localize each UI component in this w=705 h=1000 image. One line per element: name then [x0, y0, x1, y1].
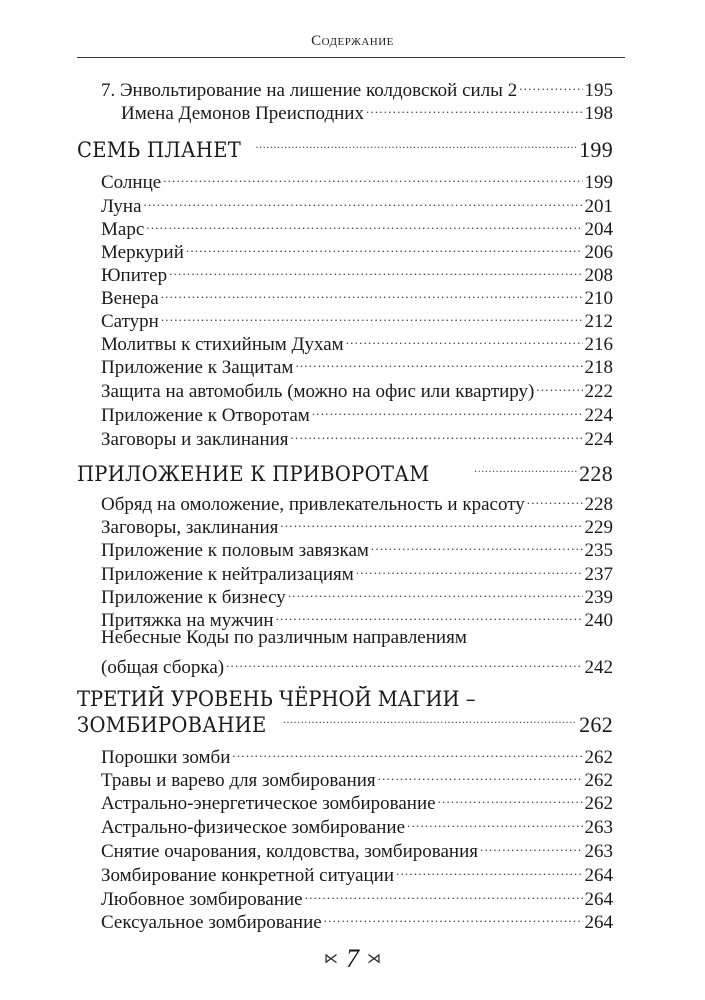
toc-entry-page: 262: [584, 747, 613, 768]
page-folio: [0, 944, 705, 974]
toc-entry-label: Травы и варево для зомбирования: [101, 770, 376, 791]
dot-leader: [291, 423, 583, 445]
toc-entry-label: Приложение к бизнесу: [101, 587, 286, 608]
toc-entry-page: 263: [584, 817, 613, 838]
toc-entry-page: 208: [584, 265, 613, 286]
toc-entry[interactable]: [101, 906, 613, 933]
section-page: 228: [579, 461, 613, 486]
toc-section-heading-line1[interactable]: [77, 686, 613, 712]
toc-entry[interactable]: [101, 282, 613, 309]
toc-entry[interactable]: [101, 328, 613, 355]
toc-entry[interactable]: [101, 74, 613, 101]
dot-leader: [536, 375, 582, 397]
section-page: 262: [579, 712, 613, 737]
toc-entry-label: Заговоры и заклинания: [101, 429, 289, 450]
toc-entry[interactable]: [101, 236, 613, 263]
toc-entry[interactable]: [121, 97, 613, 124]
toc-entry[interactable]: [101, 534, 613, 561]
toc-entry[interactable]: [101, 375, 613, 402]
dot-leader: [169, 259, 582, 281]
toc-entry-label: Приложение к нейтрализациям: [101, 564, 354, 585]
section-title: ЗОМБИРОВАНИЕ: [77, 713, 267, 737]
toc-entry-label: Меркурий: [101, 242, 184, 263]
toc-entry-label: Любовное зомбирование: [101, 889, 303, 910]
left-ornament-icon: ⋉: [324, 951, 338, 967]
toc-entry-label: Приложение к Отворотам: [101, 405, 310, 426]
dot-leader: [324, 906, 583, 928]
toc-entry-page: 224: [584, 405, 613, 426]
dot-leader: [146, 213, 582, 235]
toc-entry-label: Приложение к половым завязкам: [101, 540, 369, 561]
toc-entry-label: Астрально-физическое зомбирование: [101, 817, 405, 838]
dot-leader: [346, 328, 583, 350]
toc-entry-page: 216: [584, 334, 613, 355]
dot-leader: [295, 351, 582, 373]
header-rule: [77, 57, 625, 58]
dot-leader: [276, 604, 583, 626]
page-number: 7: [346, 944, 359, 973]
section-title: ПРИЛОЖЕНИЕ К ПРИВОРОТАМ: [77, 462, 430, 486]
dot-leader: [474, 459, 577, 481]
dot-leader: [163, 166, 582, 188]
toc-entry-label: Астрально-энергетическое зомбирование: [101, 793, 436, 814]
toc-entry-label: Порошки зомби: [101, 747, 231, 768]
toc-entry[interactable]: [101, 190, 613, 217]
toc-entry[interactable]: [101, 764, 613, 791]
toc-entry-page: 229: [584, 517, 613, 538]
section-page: 199: [579, 137, 613, 162]
toc-entry-label: Обряд на омоложение, привлекательность и красоту: [101, 494, 525, 515]
toc-entry-page: 201: [584, 196, 613, 217]
dot-leader: [480, 835, 583, 857]
dot-leader: [255, 135, 577, 157]
toc-entry-label: Венера: [101, 288, 159, 309]
toc-entry-page: 222: [584, 381, 613, 402]
toc-entry[interactable]: [101, 604, 613, 631]
toc-entry[interactable]: [101, 787, 613, 814]
toc-entry-page: 264: [584, 889, 613, 910]
dot-leader: [519, 74, 582, 96]
toc-entry[interactable]: [101, 213, 613, 240]
toc-entry-label: Сексуальное зомбирование: [101, 912, 322, 933]
dot-leader: [366, 97, 583, 119]
toc-entry-page: 237: [584, 564, 613, 585]
toc-entry-label: Снятие очарования, колдовства, зомбирования: [101, 841, 478, 862]
toc-entry-page: 264: [584, 912, 613, 933]
dot-leader: [288, 581, 583, 603]
toc-entry-label: Притяжка на мужчин: [101, 610, 274, 631]
toc-entry[interactable]: [101, 488, 613, 515]
dot-leader: [378, 764, 583, 786]
section-title-line1: ТРЕТИЙ УРОВЕНЬ ЧЁРНОЙ МАГИИ –: [77, 687, 476, 711]
dot-leader: [312, 399, 583, 421]
toc-entry[interactable]: [101, 651, 613, 678]
toc-entry-page: 239: [584, 587, 613, 608]
dot-leader: [161, 305, 583, 327]
toc-section-heading[interactable]: [77, 710, 613, 736]
toc-entry-line1[interactable]: [101, 627, 613, 649]
dot-leader: [438, 787, 583, 809]
toc-entry-label: Защита на автомобиль (можно на офис или квартиру): [101, 381, 535, 402]
toc-entry-page: 262: [584, 770, 613, 791]
toc-entry-page: 206: [584, 242, 613, 263]
toc-entry-page: 228: [584, 494, 613, 515]
toc-entry-page: 262: [584, 793, 613, 814]
toc-entry-label: Марс: [101, 219, 145, 240]
toc-entry[interactable]: [101, 859, 613, 886]
toc-entry-label: Луна: [101, 196, 142, 217]
toc-entry-page: 240: [584, 610, 613, 631]
toc-entry-label: Сатурн: [101, 311, 159, 332]
toc-entry-label: Юпитер: [101, 265, 168, 286]
toc-entry[interactable]: [101, 835, 613, 862]
toc-entry-label: Приложение к Защитам: [101, 357, 294, 378]
toc-entry[interactable]: [101, 423, 613, 450]
toc-entry[interactable]: [101, 558, 613, 585]
toc-entry[interactable]: [101, 399, 613, 426]
toc-entry[interactable]: [101, 166, 613, 193]
toc-entry-page: 199: [584, 172, 613, 193]
toc-entry-page: 264: [584, 865, 613, 886]
dot-leader: [527, 488, 583, 510]
toc-entry-label: Небесные Коды по различным направлениям: [101, 627, 467, 648]
dot-leader: [226, 651, 582, 673]
toc-entry[interactable]: [101, 581, 613, 608]
toc-entry-page: 263: [584, 841, 613, 862]
toc-entry[interactable]: [101, 305, 613, 332]
dot-leader: [305, 883, 583, 905]
dot-leader: [356, 558, 583, 580]
toc-entry-label: (общая сборка): [101, 657, 225, 678]
toc-entry-label: Имена Демонов Преисподних: [121, 103, 364, 124]
dot-leader: [144, 190, 583, 212]
toc-entry-page: 235: [584, 540, 613, 561]
toc-entry-page: 198: [584, 103, 613, 124]
toc-entry-page: 204: [584, 219, 613, 240]
dot-leader: [396, 859, 582, 881]
toc-entry-page: 195: [584, 80, 613, 101]
running-head: Содержание: [311, 33, 394, 49]
toc-section-heading[interactable]: [77, 459, 613, 485]
toc-entry[interactable]: [101, 741, 613, 768]
dot-leader: [186, 236, 583, 258]
toc-entry-label: Заговоры, заклинания: [101, 517, 279, 538]
section-title: СЕМЬ ПЛАНЕТ: [77, 138, 242, 162]
dot-leader: [407, 811, 583, 833]
toc-entry-label: Солнце: [101, 172, 162, 193]
toc-entry-label: 7. Энвольтирование на лишение колдовской силы 2: [101, 80, 518, 101]
dot-leader: [161, 282, 583, 304]
dot-leader: [280, 511, 582, 533]
toc-entry-label: Молитвы к стихийным Духам: [101, 334, 344, 355]
toc-entry[interactable]: [101, 883, 613, 910]
toc-entry-page: 212: [584, 311, 613, 332]
dot-leader: [371, 534, 583, 556]
toc-entry-page: 210: [584, 288, 613, 309]
toc-entry[interactable]: [101, 259, 613, 286]
dot-leader: [283, 710, 577, 732]
toc-entry-page: 224: [584, 429, 613, 450]
toc-entry-page: 218: [584, 357, 613, 378]
toc-entry[interactable]: [101, 511, 613, 538]
toc-section-heading[interactable]: [77, 135, 613, 161]
dot-leader: [232, 741, 582, 763]
right-ornament-icon: ⋊: [367, 951, 381, 967]
toc-entry[interactable]: [101, 351, 613, 378]
toc-entry-label: Зомбирование конкретной ситуации: [101, 865, 395, 886]
toc-entry[interactable]: [101, 811, 613, 838]
toc-entry-page: 242: [584, 657, 613, 678]
